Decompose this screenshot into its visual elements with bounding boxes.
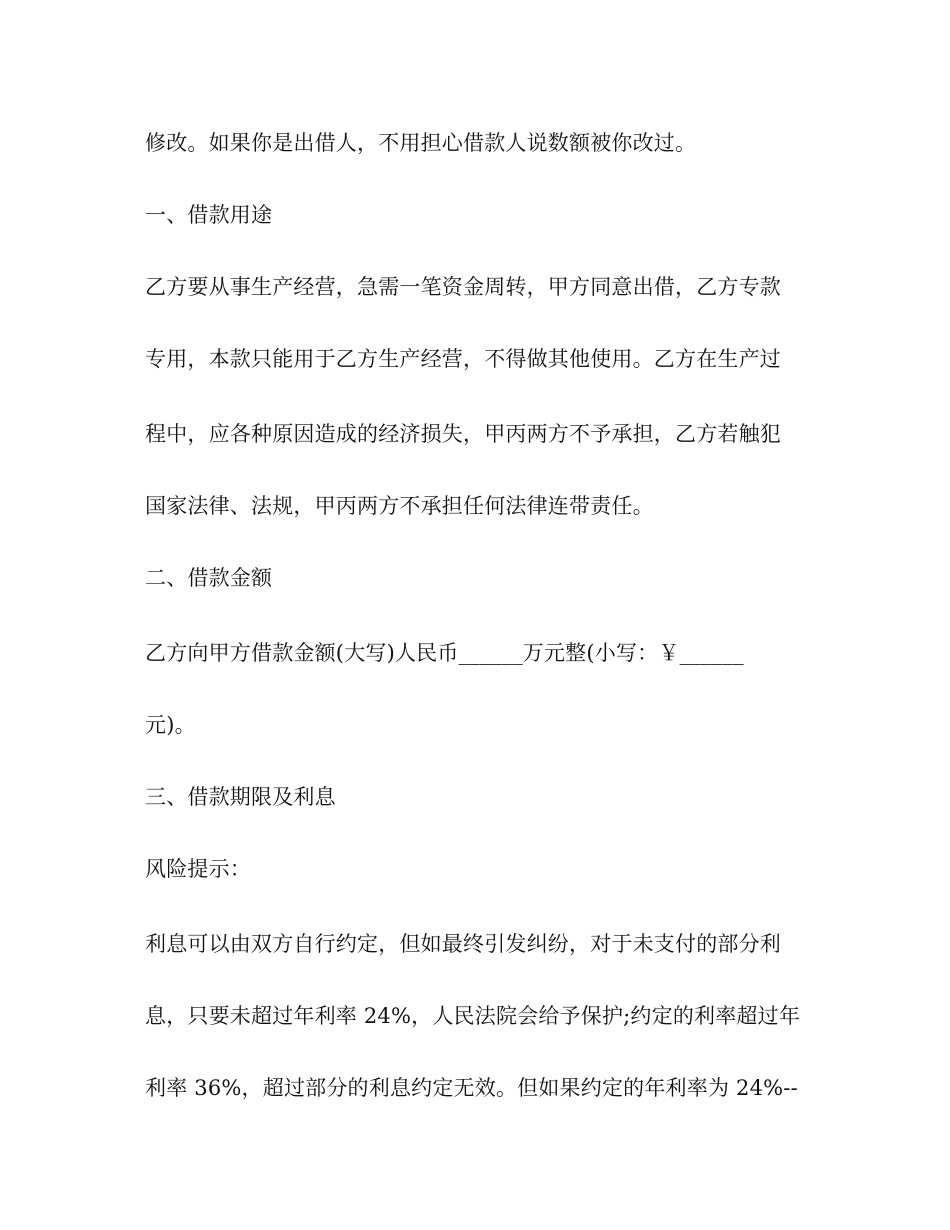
risk-note-label: 风险提示： [145, 857, 251, 881]
section-heading-loan-purpose: 一、借款用途 [145, 203, 273, 227]
paragraph-line: 元)。 [145, 713, 196, 737]
paragraph-line: 国家法律、法规，甲丙两方不承担任何法律连带责任。 [145, 494, 654, 518]
paragraph-line: 修改。如果你是出借人，不用担心借款人说数额被你改过。 [145, 131, 697, 155]
paragraph-line: 程中，应各种原因造成的经济损失，甲丙两方不予承担，乙方若触犯 [145, 422, 781, 446]
paragraph-line: 利率 36%，超过部分的利息约定无效。但如果约定的年利率为 24%-- [145, 1076, 798, 1100]
section-heading-loan-amount: 二、借款金额 [145, 566, 273, 590]
paragraph-line: 利息可以由双方自行约定，但如最终引发纠纷，对于未支付的部分利 [145, 932, 781, 956]
paragraph-line: 乙方向甲方借款金额(大写)人民币______万元整(小写：￥______ [145, 641, 744, 665]
paragraph-line: 专用，本款只能用于乙方生产经营，不得做其他使用。乙方在生产过 [145, 347, 781, 371]
paragraph-line: 息，只要未超过年利率 24%，人民法院会给予保护;约定的利率超过年 [145, 1004, 801, 1028]
section-heading-loan-term-interest: 三、借款期限及利息 [145, 785, 336, 809]
paragraph-line: 乙方要从事生产经营，急需一笔资金周转，甲方同意出借，乙方专款 [145, 275, 781, 299]
